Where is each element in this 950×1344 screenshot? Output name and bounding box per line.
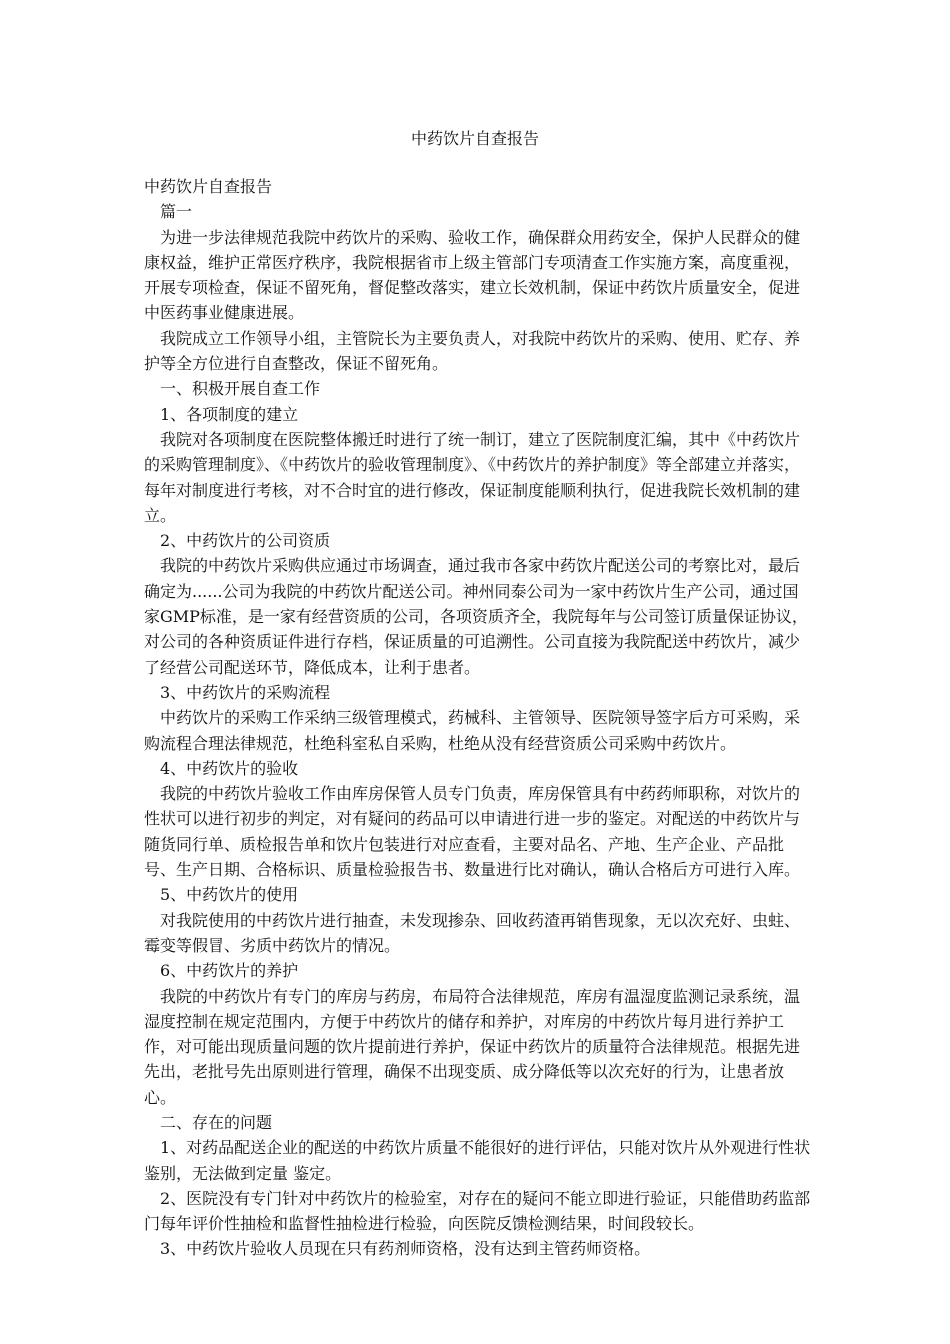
paragraph: 一、积极开展自查工作 <box>160 379 321 399</box>
paragraph: 1、对药品配送企业的配送的中药饮片质量不能很好的进行评估，只能对饮片从外观进行性状鉴别，无法做到定量 鉴定。 <box>144 1138 811 1183</box>
paragraph: 对我院使用的中药饮片进行抽查，未发现掺杂、回收药渣再销售现象，无以次充好、虫蛀、霉变等假冒、劣质中药饮片的情况。 <box>144 910 801 955</box>
paragraph: 篇一 <box>160 202 193 222</box>
paragraph: 我院对各项制度在医院整体搬迁时进行了统一制订，建立了医院制度汇编，其中《中药饮片的采购管理制度》、《中药饮片的验收管理制度》、《中药饮片的养护制度》等全部建立并落实，每年对制度进行考核，对不合时宜的进行修改，保证制度能顺利执行，促进我院长效机制的建立。 <box>144 429 801 525</box>
paragraph: 2、医院没有专门针对中药饮片的检验室，对存在的疑问不能立即进行验证，只能借助药监部门每年评价性抽检和监督性抽检进行检验，向医院反馈检测结果，时间段较长。 <box>144 1188 811 1234</box>
document-body <box>144 174 812 1262</box>
paragraph: 2、中药饮片的公司资质 <box>160 531 331 551</box>
paragraph: 3、中药饮片验收人员现在只有药剂师资格，没有达到主管药师资格。 <box>160 1239 651 1259</box>
paragraph: 4、中药饮片的验收 <box>160 758 299 778</box>
paragraph: 我院的中药饮片采购供应通过市场调查，通过我市各家中药饮片配送公司的考察比对，最后确定为......公司为我院的中药饮片配送公司。神州同泰公司为一家中药饮片生产公司，通过国家GMP标准，是一家有经营资质的公司，各项资质齐全，我院每年与公司签订质量保证协议，对公司的各种资质证件进行存档，保证质量的可追溯性。公司直接为我院配送中药饮片，减少了经营公司配送环节，降低成本，让利于患者。 <box>144 556 808 677</box>
paragraph: 5、中药饮片的使用 <box>160 885 299 905</box>
paragraph: 我院的中药饮片验收工作由库房保管人员专门负责，库房保管具有中药药师职称，对饮片的性状可以进行初步的判定，对有疑问的药品可以申请进行进一步的鉴定。对配送的中药饮片与随货同行单、质检报告单和饮片包装进行对应查看，主要对品名、产地、生产企业、产品批号、生产日期、合格标识、质量检验报告书、数量进行比对确认，确认合格后方可进行入库。 <box>144 784 801 880</box>
paragraph: 我院的中药饮片有专门的库房与药房，布局符合法律规范，库房有温湿度监测记录系统，温湿度控制在规定范围内，方便于中药饮片的储存和养护，对库房的中药饮片每月进行养护工作，对可能出现质量问题的饮片提前进行养护，保证中药饮片的质量符合法律规范。根据先进先出，老批号先出原则进行管理，确保不出现变质、成分降低等以次充好的行为，让患者放心。 <box>144 986 801 1107</box>
paragraph: 6、中药饮片的养护 <box>160 961 299 981</box>
paragraph: 我院成立工作领导小组，主管院长为主要负责人，对我院中药饮片的采购、使用、贮存、养护等全方位进行自查整改，保证不留死角。 <box>144 328 801 374</box>
paragraph: 3、中药饮片的采购流程 <box>160 682 331 702</box>
paragraph: 1、各项制度的建立 <box>160 404 299 424</box>
paragraph: 中药饮片的采购工作采纳三级管理模式，药械科、主管领导、医院领导签字后方可采购，采购流程合理法律规范，杜绝科室私自采购，杜绝从没有经营资质公司采购中药饮片。 <box>144 708 801 753</box>
paragraph: 为进一步法律规范我院中药饮片的采购、验收工作，确保群众用药安全，保护人民群众的健康权益，维护正常医疗秩序，我院根据省市上级主管部门专项清查工作实施方案，高度重视，开展专项检查，保证不留死角，督促整改落实，建立长效机制，保证中药饮片质量安全，促进中医药事业健康进展。 <box>144 227 801 323</box>
paragraph: 二、存在的问题 <box>160 1112 273 1132</box>
page-title: 中药饮片自查报告 <box>410 129 539 148</box>
paragraph: 中药饮片自查报告 <box>144 177 273 196</box>
